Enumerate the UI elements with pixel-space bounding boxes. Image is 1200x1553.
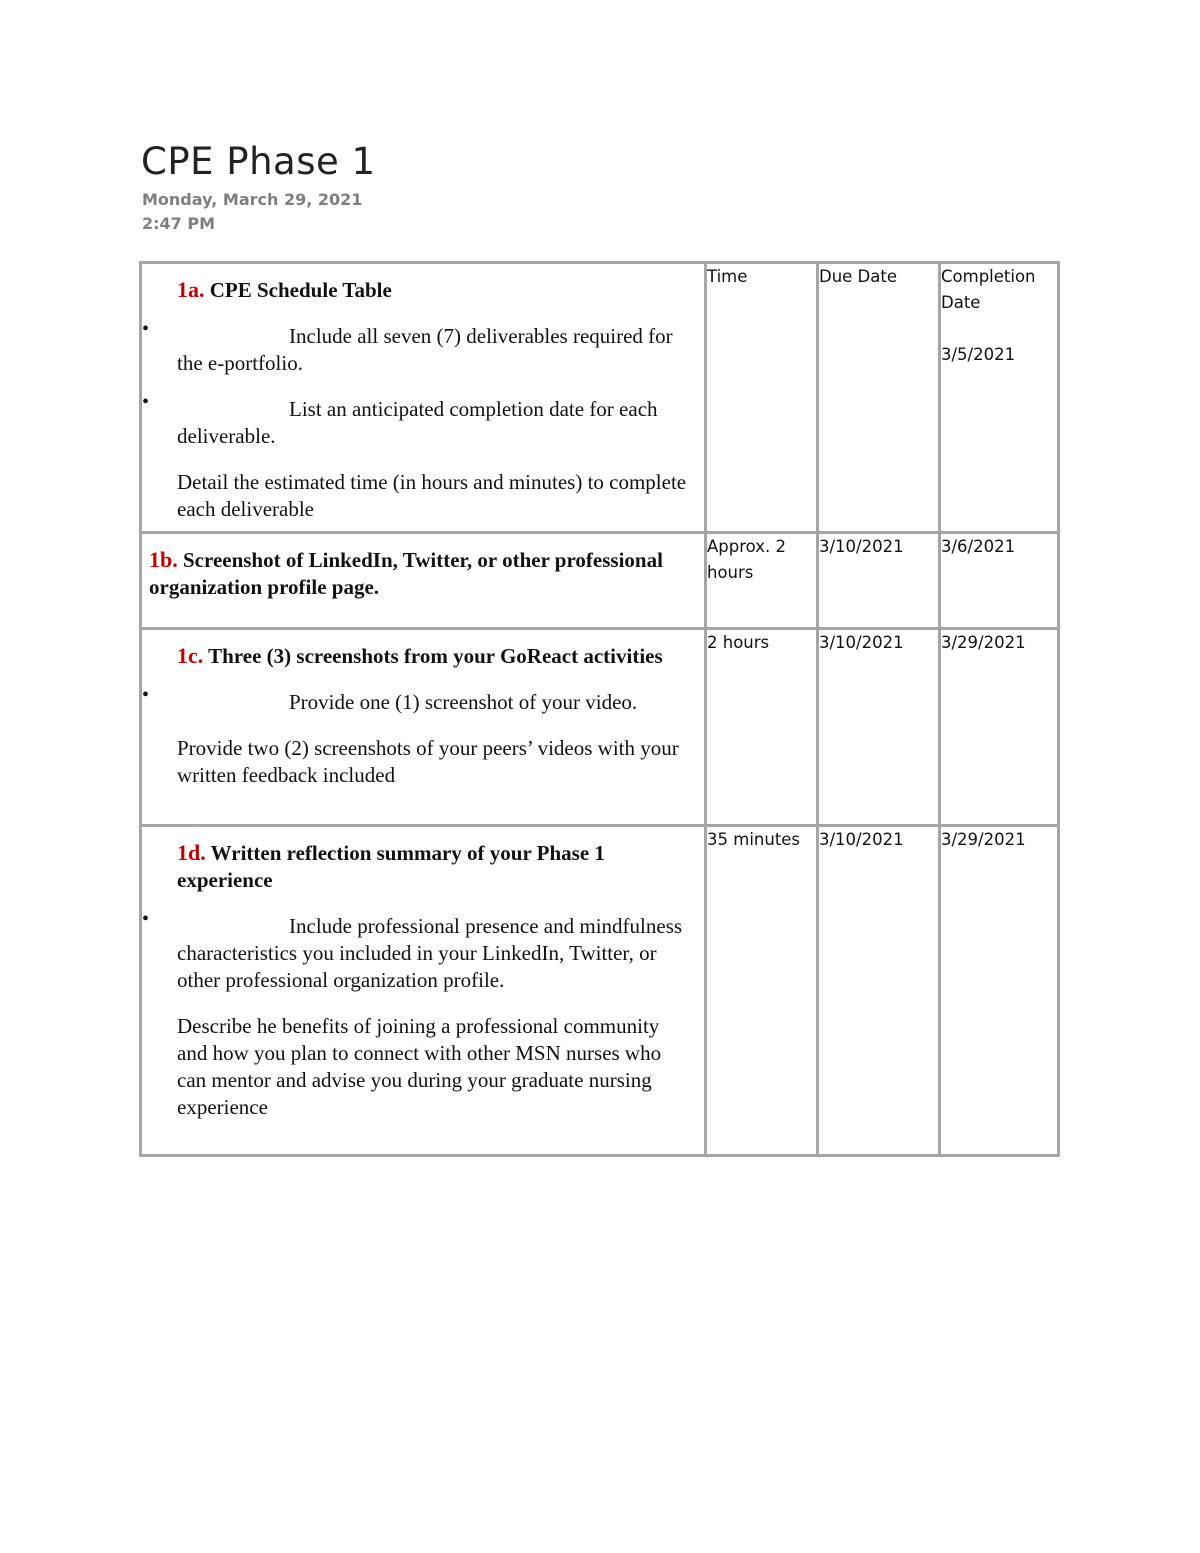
- completion-date-header: Completion Date: [941, 267, 1036, 312]
- description-cell: [141, 533, 706, 629]
- paragraph: Provide two (2) screenshots of your peers’ videos with your written feedback included: [177, 736, 679, 787]
- time-value: 2 hours: [707, 633, 770, 652]
- time-cell: [706, 533, 818, 629]
- list-item-text: Include all seven (7) deliverables required for the e-portfolio.: [177, 324, 673, 375]
- schedule-table: [139, 261, 1060, 1157]
- list-item: [142, 908, 704, 994]
- row-heading-text: Written reflection summary of your Phase 1 experience: [177, 841, 605, 892]
- bullet-icon: •: [142, 318, 150, 340]
- completion-date: 3/6/2021: [941, 537, 1016, 556]
- page-date: Monday, March 29, 2021: [142, 190, 363, 209]
- row-number: 1d.: [177, 840, 206, 865]
- due-date: 3/10/2021: [819, 633, 904, 652]
- paragraph: Detail the estimated time (in hours and minutes) to complete each deliverable: [177, 470, 687, 521]
- due-date-cell: [818, 629, 940, 826]
- completion-date: 3/29/2021: [941, 830, 1026, 849]
- row-heading-text: Screenshot of LinkedIn, Twitter, or other professional organization profile page.: [149, 548, 663, 599]
- row-heading: [142, 630, 704, 670]
- row-heading: [142, 264, 704, 304]
- list-item-text: List an anticipated completion date for each deliverable.: [177, 397, 658, 448]
- time-value: 35 minutes: [707, 830, 801, 849]
- completion-date: 3/5/2021: [941, 345, 1016, 364]
- due-date-header: Due Date: [819, 267, 897, 286]
- bullet-icon: •: [142, 391, 150, 413]
- row-heading: [142, 827, 704, 894]
- page-title: CPE Phase 1: [141, 140, 376, 183]
- bullet-icon: •: [142, 908, 150, 930]
- due-date-header-cell: [818, 263, 940, 533]
- row-number: 1b.: [149, 547, 178, 572]
- due-date-cell: [818, 826, 940, 1156]
- completion-cell: [940, 629, 1059, 826]
- list-item: [142, 391, 704, 450]
- completion-cell: [940, 533, 1059, 629]
- page-time: 2:47 PM: [142, 214, 216, 233]
- completion-date: 3/29/2021: [941, 633, 1026, 652]
- table-row: [141, 263, 1059, 533]
- description-cell: [141, 629, 706, 826]
- completion-cell: [940, 826, 1059, 1156]
- row-number: 1c.: [177, 643, 204, 668]
- paragraph: Describe he benefits of joining a professional community and how you plan to connect with other MSN nurses who can mentor and advise you during your graduate nursing experience: [177, 1014, 662, 1119]
- table-row: [141, 629, 1059, 826]
- list-item-text: Provide one (1) screenshot of your video.: [289, 690, 638, 714]
- due-date: 3/10/2021: [819, 830, 904, 849]
- row-heading: [142, 534, 704, 601]
- list-item: [142, 684, 704, 716]
- time-cell: [706, 629, 818, 826]
- completion-cell: [940, 263, 1059, 533]
- due-date: 3/10/2021: [819, 537, 904, 556]
- description-cell: [141, 826, 706, 1156]
- table-row: [141, 826, 1059, 1156]
- list-item: [142, 318, 704, 377]
- row-number: 1a.: [177, 277, 205, 302]
- row-heading-text: Three (3) screenshots from your GoReact activities: [208, 644, 663, 668]
- time-header-cell: [706, 263, 818, 533]
- due-date-cell: [818, 533, 940, 629]
- time-value: Approx. 2 hours: [707, 537, 786, 582]
- table-row: [141, 533, 1059, 629]
- row-heading-text: CPE Schedule Table: [209, 278, 392, 302]
- description-cell: [141, 263, 706, 533]
- list-item-text: Include professional presence and mindfulness characteristics you included in your LinkedIn, Twitter, or other professional organization profile.: [177, 914, 683, 992]
- bullet-icon: •: [142, 684, 150, 706]
- time-cell: [706, 826, 818, 1156]
- time-header: Time: [707, 267, 748, 286]
